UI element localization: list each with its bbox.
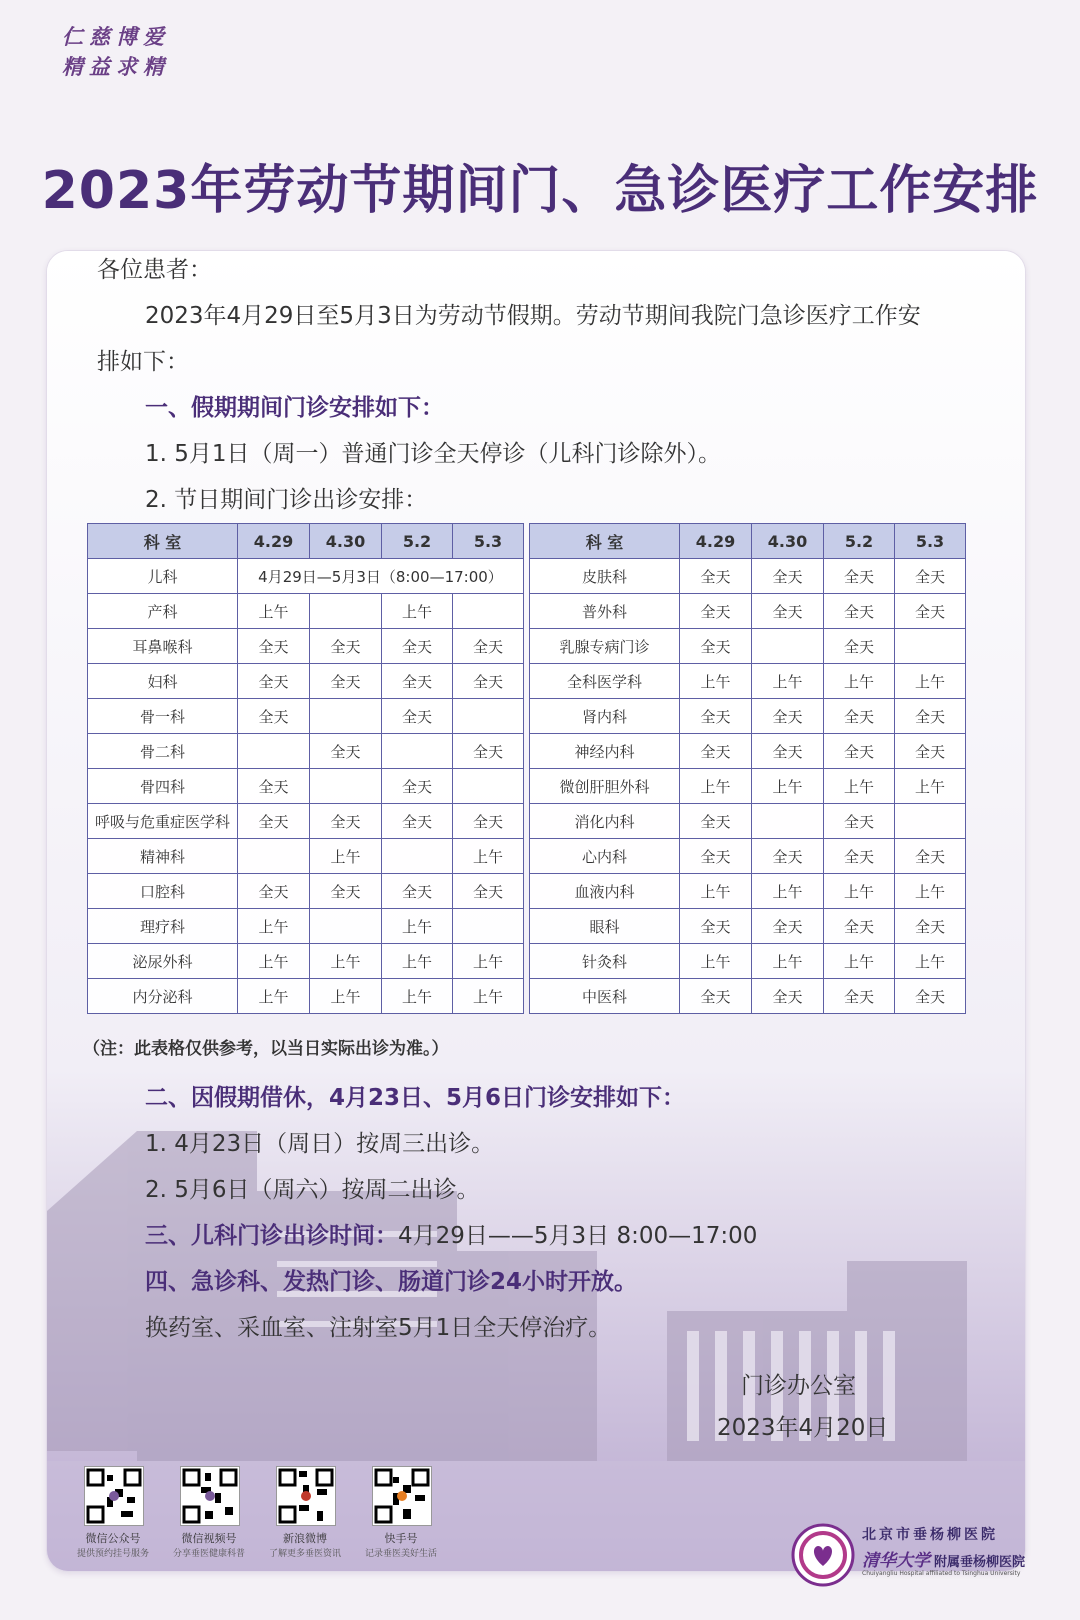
hospital-emblem-icon: [790, 1522, 856, 1588]
schedule-cell: 全天: [895, 559, 966, 594]
table-header-row: [88, 524, 524, 559]
schedule-cell: [895, 629, 966, 664]
department-cell: 内分泌科: [88, 979, 238, 1014]
schedule-cell: 全天: [824, 839, 895, 874]
section3-heading: 三、儿科门诊出诊时间：: [145, 1223, 398, 1249]
qr-sublabel: 了解更多垂医资讯: [268, 1549, 341, 1559]
table-row: [88, 559, 524, 594]
table-row: [530, 909, 966, 944]
motto-line2: 精益求精: [62, 54, 170, 79]
schedule-cell: 上午: [238, 979, 310, 1014]
schedule-cell: [453, 909, 524, 944]
table-row: [88, 769, 524, 804]
schedule-cell: 全天: [238, 874, 310, 909]
schedule-cell: 全天: [824, 909, 895, 944]
table-row: [530, 559, 966, 594]
merged-schedule-cell: 4月29日—5月3日（8:00—17:00）: [238, 559, 524, 594]
table-row: [88, 839, 524, 874]
department-cell: 骨二科: [88, 734, 238, 769]
department-cell: 乳腺专病门诊: [530, 629, 680, 664]
schedule-cell: 全天: [752, 909, 824, 944]
schedule-cell: 上午: [382, 979, 453, 1014]
schedule-cell: 上午: [238, 944, 310, 979]
qr-label: 新浪微博: [283, 1532, 327, 1545]
department-cell: 肾内科: [530, 699, 680, 734]
schedule-cell: 全天: [382, 874, 453, 909]
schedule-cell: 全天: [238, 804, 310, 839]
schedule-cell: 全天: [238, 769, 310, 804]
schedule-cell: [895, 804, 966, 839]
section4-line: 换药室、采血室、注射室5月1日全天停治疗。: [145, 1315, 612, 1341]
wechat-official-qr-code[interactable]: [84, 1466, 144, 1526]
section3: [145, 1217, 757, 1250]
header-department: 科 室: [88, 524, 238, 559]
schedule-cell: 上午: [680, 664, 752, 699]
header-date: 5.2: [824, 524, 895, 559]
schedule-cell: 全天: [752, 979, 824, 1014]
schedule-cell: 全天: [453, 664, 524, 699]
schedule-cell: 全天: [382, 699, 453, 734]
kuaishou-qr-code[interactable]: [372, 1466, 432, 1526]
department-cell: 消化内科: [530, 804, 680, 839]
table-row: [88, 944, 524, 979]
schedule-cell: 上午: [752, 874, 824, 909]
schedule-cell: 上午: [680, 944, 752, 979]
intro-line1: 2023年4月29日至5月3日为劳动节假期。劳动节期间我院门急诊医疗工作安: [145, 303, 921, 329]
department-cell: 普外科: [530, 594, 680, 629]
header-date: 5.2: [382, 524, 453, 559]
section3-value: 4月29日——5月3日 8:00—17:00: [398, 1223, 758, 1249]
schedule-cell: 全天: [680, 594, 752, 629]
schedule-cell: 全天: [310, 629, 382, 664]
table-row: [530, 664, 966, 699]
schedule-cell: 全天: [238, 664, 310, 699]
schedule-cell: 全天: [238, 699, 310, 734]
schedule-cell: 全天: [824, 734, 895, 769]
schedule-cell: [752, 629, 824, 664]
schedule-cell: 全天: [752, 734, 824, 769]
schedule-cell: [382, 839, 453, 874]
schedule-cell: 上午: [752, 944, 824, 979]
header-department: 科 室: [530, 524, 680, 559]
schedule-cell: 上午: [310, 839, 382, 874]
schedule-cell: 全天: [453, 804, 524, 839]
schedule-cell: 上午: [752, 769, 824, 804]
table-row: [88, 909, 524, 944]
schedule-cell: 全天: [895, 839, 966, 874]
department-cell: 耳鼻喉科: [88, 629, 238, 664]
signature-date: 2023年4月20日: [717, 1415, 889, 1441]
schedule-cell: 全天: [680, 734, 752, 769]
qr-label: 微信公众号: [85, 1532, 141, 1545]
schedule-cell: 全天: [453, 629, 524, 664]
schedule-cell: [453, 594, 524, 629]
schedule-cell: [310, 909, 382, 944]
schedule-cell: 上午: [895, 769, 966, 804]
department-cell: 神经内科: [530, 734, 680, 769]
schedule-cell: 上午: [453, 839, 524, 874]
schedule-cell: 上午: [238, 594, 310, 629]
greeting: 各位患者：: [97, 257, 212, 283]
schedule-cell: 全天: [752, 559, 824, 594]
table-row: [530, 944, 966, 979]
qr-sublabel: 提供预约挂号服务: [76, 1549, 149, 1559]
schedule-cell: 全天: [680, 909, 752, 944]
schedule-cell: 全天: [824, 804, 895, 839]
schedule-cell: 上午: [453, 944, 524, 979]
department-cell: 骨四科: [88, 769, 238, 804]
table-row: [530, 839, 966, 874]
header-date: 5.3: [453, 524, 524, 559]
motto: [62, 22, 170, 82]
department-cell: 产科: [88, 594, 238, 629]
table-row: [88, 804, 524, 839]
header-date: 4.29: [680, 524, 752, 559]
schedule-cell: 全天: [752, 699, 824, 734]
schedule-cell: [310, 769, 382, 804]
table-row: [88, 734, 524, 769]
schedule-cell: 上午: [895, 874, 966, 909]
section1-item2: 2. 节日期间门诊出诊安排：: [145, 487, 428, 513]
schedule-cell: 全天: [680, 979, 752, 1014]
department-cell: 针灸科: [530, 944, 680, 979]
schedule-cell: 上午: [382, 594, 453, 629]
table-row: [88, 699, 524, 734]
qr-label: 微信视频号: [181, 1532, 237, 1545]
department-cell: 口腔科: [88, 874, 238, 909]
schedule-cell: 全天: [453, 734, 524, 769]
schedule-cell: 上午: [382, 909, 453, 944]
schedule-cell: [238, 734, 310, 769]
table-row: [530, 804, 966, 839]
schedule-cell: 全天: [382, 804, 453, 839]
table-row: [530, 594, 966, 629]
header-date: 4.30: [310, 524, 382, 559]
schedule-cell: 全天: [382, 664, 453, 699]
header-date: 4.30: [752, 524, 824, 559]
schedule-cell: 上午: [752, 664, 824, 699]
qr-sublabel: 分享垂医健康科普: [172, 1549, 245, 1559]
department-cell: 儿科: [88, 559, 238, 594]
schedule-cell: 全天: [824, 629, 895, 664]
table-row: [88, 979, 524, 1014]
schedule-cell: [310, 594, 382, 629]
table-header-row: [530, 524, 966, 559]
left-schedule-table: [87, 523, 524, 1014]
department-cell: 皮肤科: [530, 559, 680, 594]
table-row: [530, 979, 966, 1014]
schedule-cell: 全天: [824, 559, 895, 594]
schedule-cell: 全天: [310, 874, 382, 909]
schedule-cell: 上午: [382, 944, 453, 979]
table-row: [88, 594, 524, 629]
table-row: [88, 629, 524, 664]
department-cell: 骨一科: [88, 699, 238, 734]
schedule-cell: 全天: [824, 699, 895, 734]
department-cell: 眼科: [530, 909, 680, 944]
schedule-cell: 全天: [895, 734, 966, 769]
header-date: 5.3: [895, 524, 966, 559]
schedule-cell: [382, 734, 453, 769]
wechat-channel-qr-code[interactable]: [180, 1466, 240, 1526]
schedule-cell: 全天: [824, 594, 895, 629]
schedule-cell: 上午: [310, 979, 382, 1014]
schedule-cell: 上午: [310, 944, 382, 979]
right-schedule-table: [529, 523, 966, 1014]
page-title: 2023年劳动节期间门、急诊医疗工作安排: [41, 161, 1039, 221]
schedule-cell: 全天: [382, 769, 453, 804]
schedule-cell: 上午: [824, 874, 895, 909]
section4-heading: 四、急诊科、发热门诊、肠道门诊24小时开放。: [145, 1269, 638, 1295]
schedule-cell: 上午: [824, 944, 895, 979]
schedule-cell: [453, 769, 524, 804]
department-cell: 精神科: [88, 839, 238, 874]
schedule-cell: 上午: [238, 909, 310, 944]
schedule-cell: [453, 699, 524, 734]
department-cell: 微创肝胆外科: [530, 769, 680, 804]
tsinghua-wordmark: 清华大学: [862, 1551, 930, 1571]
schedule-cell: 全天: [895, 699, 966, 734]
weibo-qr-code[interactable]: [276, 1466, 336, 1526]
notice-panel: [46, 250, 1026, 1572]
schedule-cell: 上午: [680, 769, 752, 804]
schedule-cell: 全天: [310, 734, 382, 769]
table-row: [88, 664, 524, 699]
section2-item2: 2. 5月6日（周六）按周二出诊。: [145, 1177, 480, 1203]
hospital-name-line1: 北京市垂杨柳医院: [862, 1527, 998, 1543]
section1-heading: 一、假期期间门诊安排如下：: [145, 395, 444, 421]
intro-line2: 排如下：: [97, 349, 189, 375]
table-row: [530, 734, 966, 769]
schedule-cell: 全天: [310, 664, 382, 699]
motto-line1: 仁慈博爱: [62, 24, 170, 49]
table-row: [530, 769, 966, 804]
schedule-cell: 全天: [895, 979, 966, 1014]
schedule-cell: [752, 804, 824, 839]
schedule-cell: 全天: [453, 874, 524, 909]
hospital-english-name: Chuiyangliu Hospital affiliated to Tsinghua University: [862, 1570, 1021, 1577]
hospital-name-line2: [862, 1546, 1025, 1571]
table-note: （注：此表格仅供参考，以当日实际出诊为准。）: [83, 1039, 449, 1059]
schedule-cell: 全天: [824, 979, 895, 1014]
schedule-cell: 上午: [824, 664, 895, 699]
schedule-cell: [310, 699, 382, 734]
schedule-cell: 全天: [680, 804, 752, 839]
schedule-cell: 全天: [752, 839, 824, 874]
schedule-cell: 上午: [680, 874, 752, 909]
department-cell: 理疗科: [88, 909, 238, 944]
section1-item1: 1. 5月1日（周一）普通门诊全天停诊（儿科门诊除外）。: [145, 441, 722, 467]
department-cell: 泌尿外科: [88, 944, 238, 979]
schedule-cell: 全天: [382, 629, 453, 664]
schedule-cell: 全天: [752, 594, 824, 629]
schedule-cell: 全天: [238, 629, 310, 664]
schedule-cell: 全天: [680, 629, 752, 664]
table-row: [530, 629, 966, 664]
schedule-cell: 全天: [680, 839, 752, 874]
schedule-cell: 上午: [453, 979, 524, 1014]
qr-sublabel: 记录垂医美好生活: [364, 1549, 437, 1559]
section2-heading: 二、因假期借休，4月23日、5月6日门诊安排如下：: [145, 1085, 686, 1111]
department-cell: 全科医学科: [530, 664, 680, 699]
qr-label: 快手号: [384, 1532, 418, 1545]
schedule-cell: 上午: [895, 664, 966, 699]
schedule-cell: 上午: [824, 769, 895, 804]
schedule-cell: 全天: [680, 559, 752, 594]
table-row: [530, 874, 966, 909]
signature-office: 门诊办公室: [741, 1373, 856, 1399]
schedule-cell: 全天: [680, 699, 752, 734]
hospital-logo-block: [790, 1518, 1030, 1592]
schedule-cell: 全天: [895, 909, 966, 944]
header-date: 4.29: [238, 524, 310, 559]
section2-item1: 1. 4月23日（周日）按周三出诊。: [145, 1131, 495, 1157]
schedule-cell: 全天: [895, 594, 966, 629]
schedule-cell: 上午: [895, 944, 966, 979]
affiliated-hospital-name: 附属垂杨柳医院: [934, 1555, 1026, 1570]
department-cell: 心内科: [530, 839, 680, 874]
department-cell: 血液内科: [530, 874, 680, 909]
schedule-cell: [238, 839, 310, 874]
schedule-cell: 全天: [310, 804, 382, 839]
table-row: [88, 874, 524, 909]
department-cell: 呼吸与危重症医学科: [88, 804, 238, 839]
department-cell: 中医科: [530, 979, 680, 1014]
department-cell: 妇科: [88, 664, 238, 699]
table-row: [530, 699, 966, 734]
